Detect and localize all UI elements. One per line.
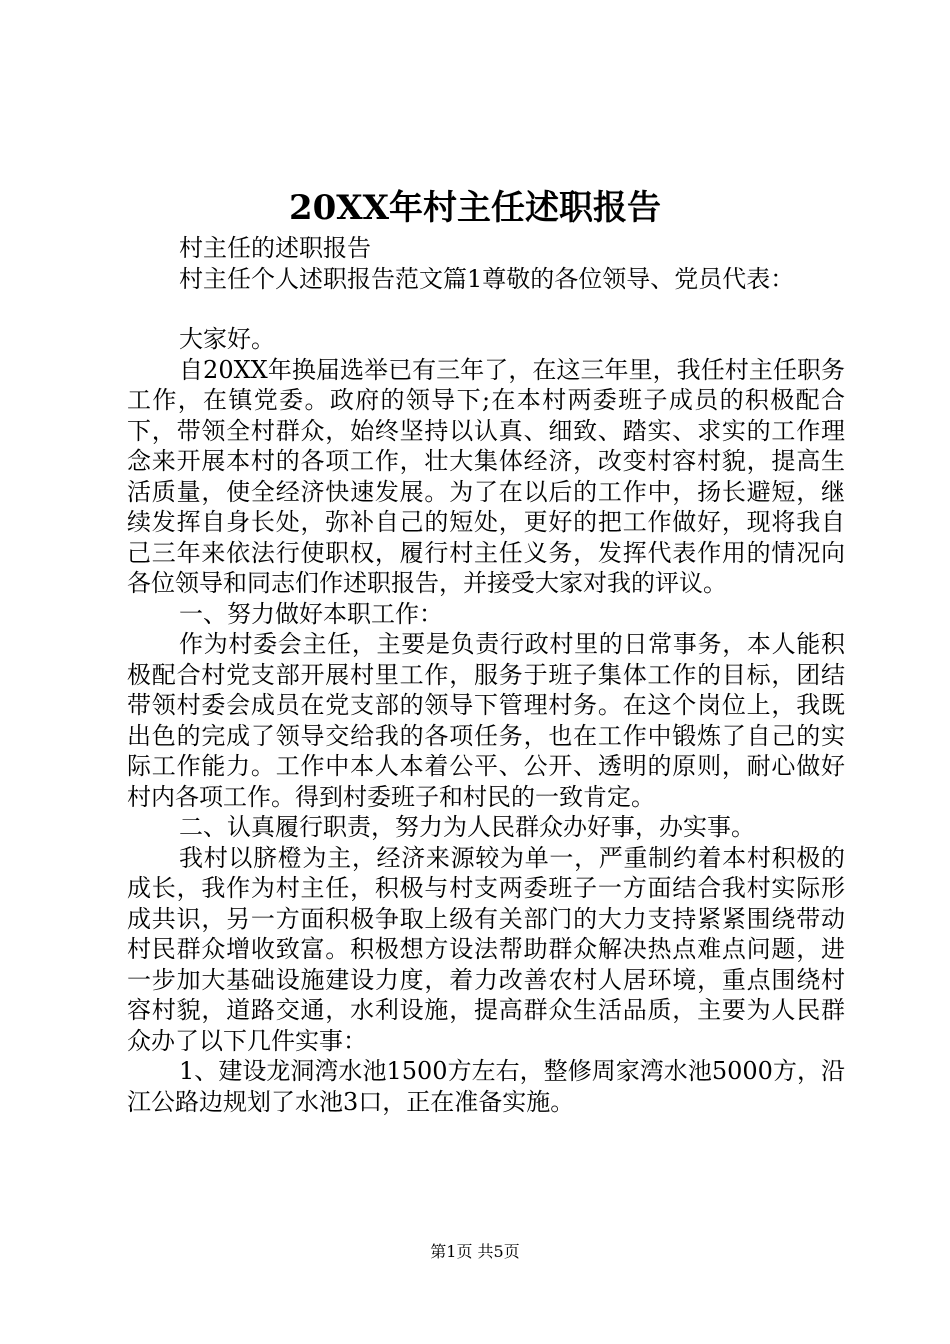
document-title: 20XX年村主任述职报告 — [288, 188, 662, 228]
section-heading-2: 二、认真履行职责，努力为人民群众办好事，办实事。 — [179, 813, 755, 841]
document-body — [127, 233, 845, 1117]
section-heading-1: 一、努力做好本职工作： — [179, 599, 443, 628]
page-footer: 第1页 共5页 — [430, 1242, 520, 1261]
paragraph-section-2: 我村以脐橙为主，经济来源较为单一，严重制约着本村积极的成长，我作为村主任，积极与村支两委班子一方面结合我村实际形成共识，另一方面积极争取上级有关部门的大力支持紧紧围绕带动村民群众增收致富。积极想方设法帮助群众解决热点难点问题，进一步加大基础设施建设力度，着力改善农村人居环境，重点围绕村容村貌，道路交通，水利设施，提高群众生活品质，主要为人民群众办了以下几件实事： — [127, 843, 845, 1055]
paragraph-intro: 自20XX年换届选举已有三年了，在这三年里，我任村主任职务工作，在镇党委。政府的领导下;在本村两委班子成员的积极配合下，带领全村群众，始终坚持以认真、细致、踏实、求实的工作理念来开展本村的各项工作，壮大集体经济，改变村容村貌，提高生活质量，使全经济快速发展。为了在以后的工作中，扬长避短，继续发挥自身长处，弥补自己的短处，更好的把工作做好，现将我自己三年来依法行使职权，履行村主任义务，发挥代表作用的情况向各位领导和同志们作述职报告，并接受大家对我的评议。 — [127, 355, 845, 597]
paragraph-subtitle: 村主任的述职报告 — [179, 234, 371, 262]
paragraph-greeting: 大家好。 — [179, 325, 275, 353]
paragraph-salutation: 村主任个人述职报告范文篇1尊敬的各位领导、党员代表： — [179, 264, 795, 293]
paragraph-item-1: 1、建设龙洞湾水池1500方左右，整修周家湾水池5000方，沿江公路边规划了水池3口，正在准备实施。 — [127, 1057, 845, 1116]
paragraph-section-1: 作为村委会主任，主要是负责行政村里的日常事务，本人能积极配合村党支部开展村里工作，服务于班子集体工作的目标，团结带领村委会成员在党支部的领导下管理村务。在这个岗位上，我既出色的完成了领导交给我的各项任务，也在工作中锻炼了自己的实际工作能力。工作中本人本着公平、公开、透明的原则，耐心做好村内各项工作。得到村委班子和村民的一致肯定。 — [127, 630, 845, 811]
